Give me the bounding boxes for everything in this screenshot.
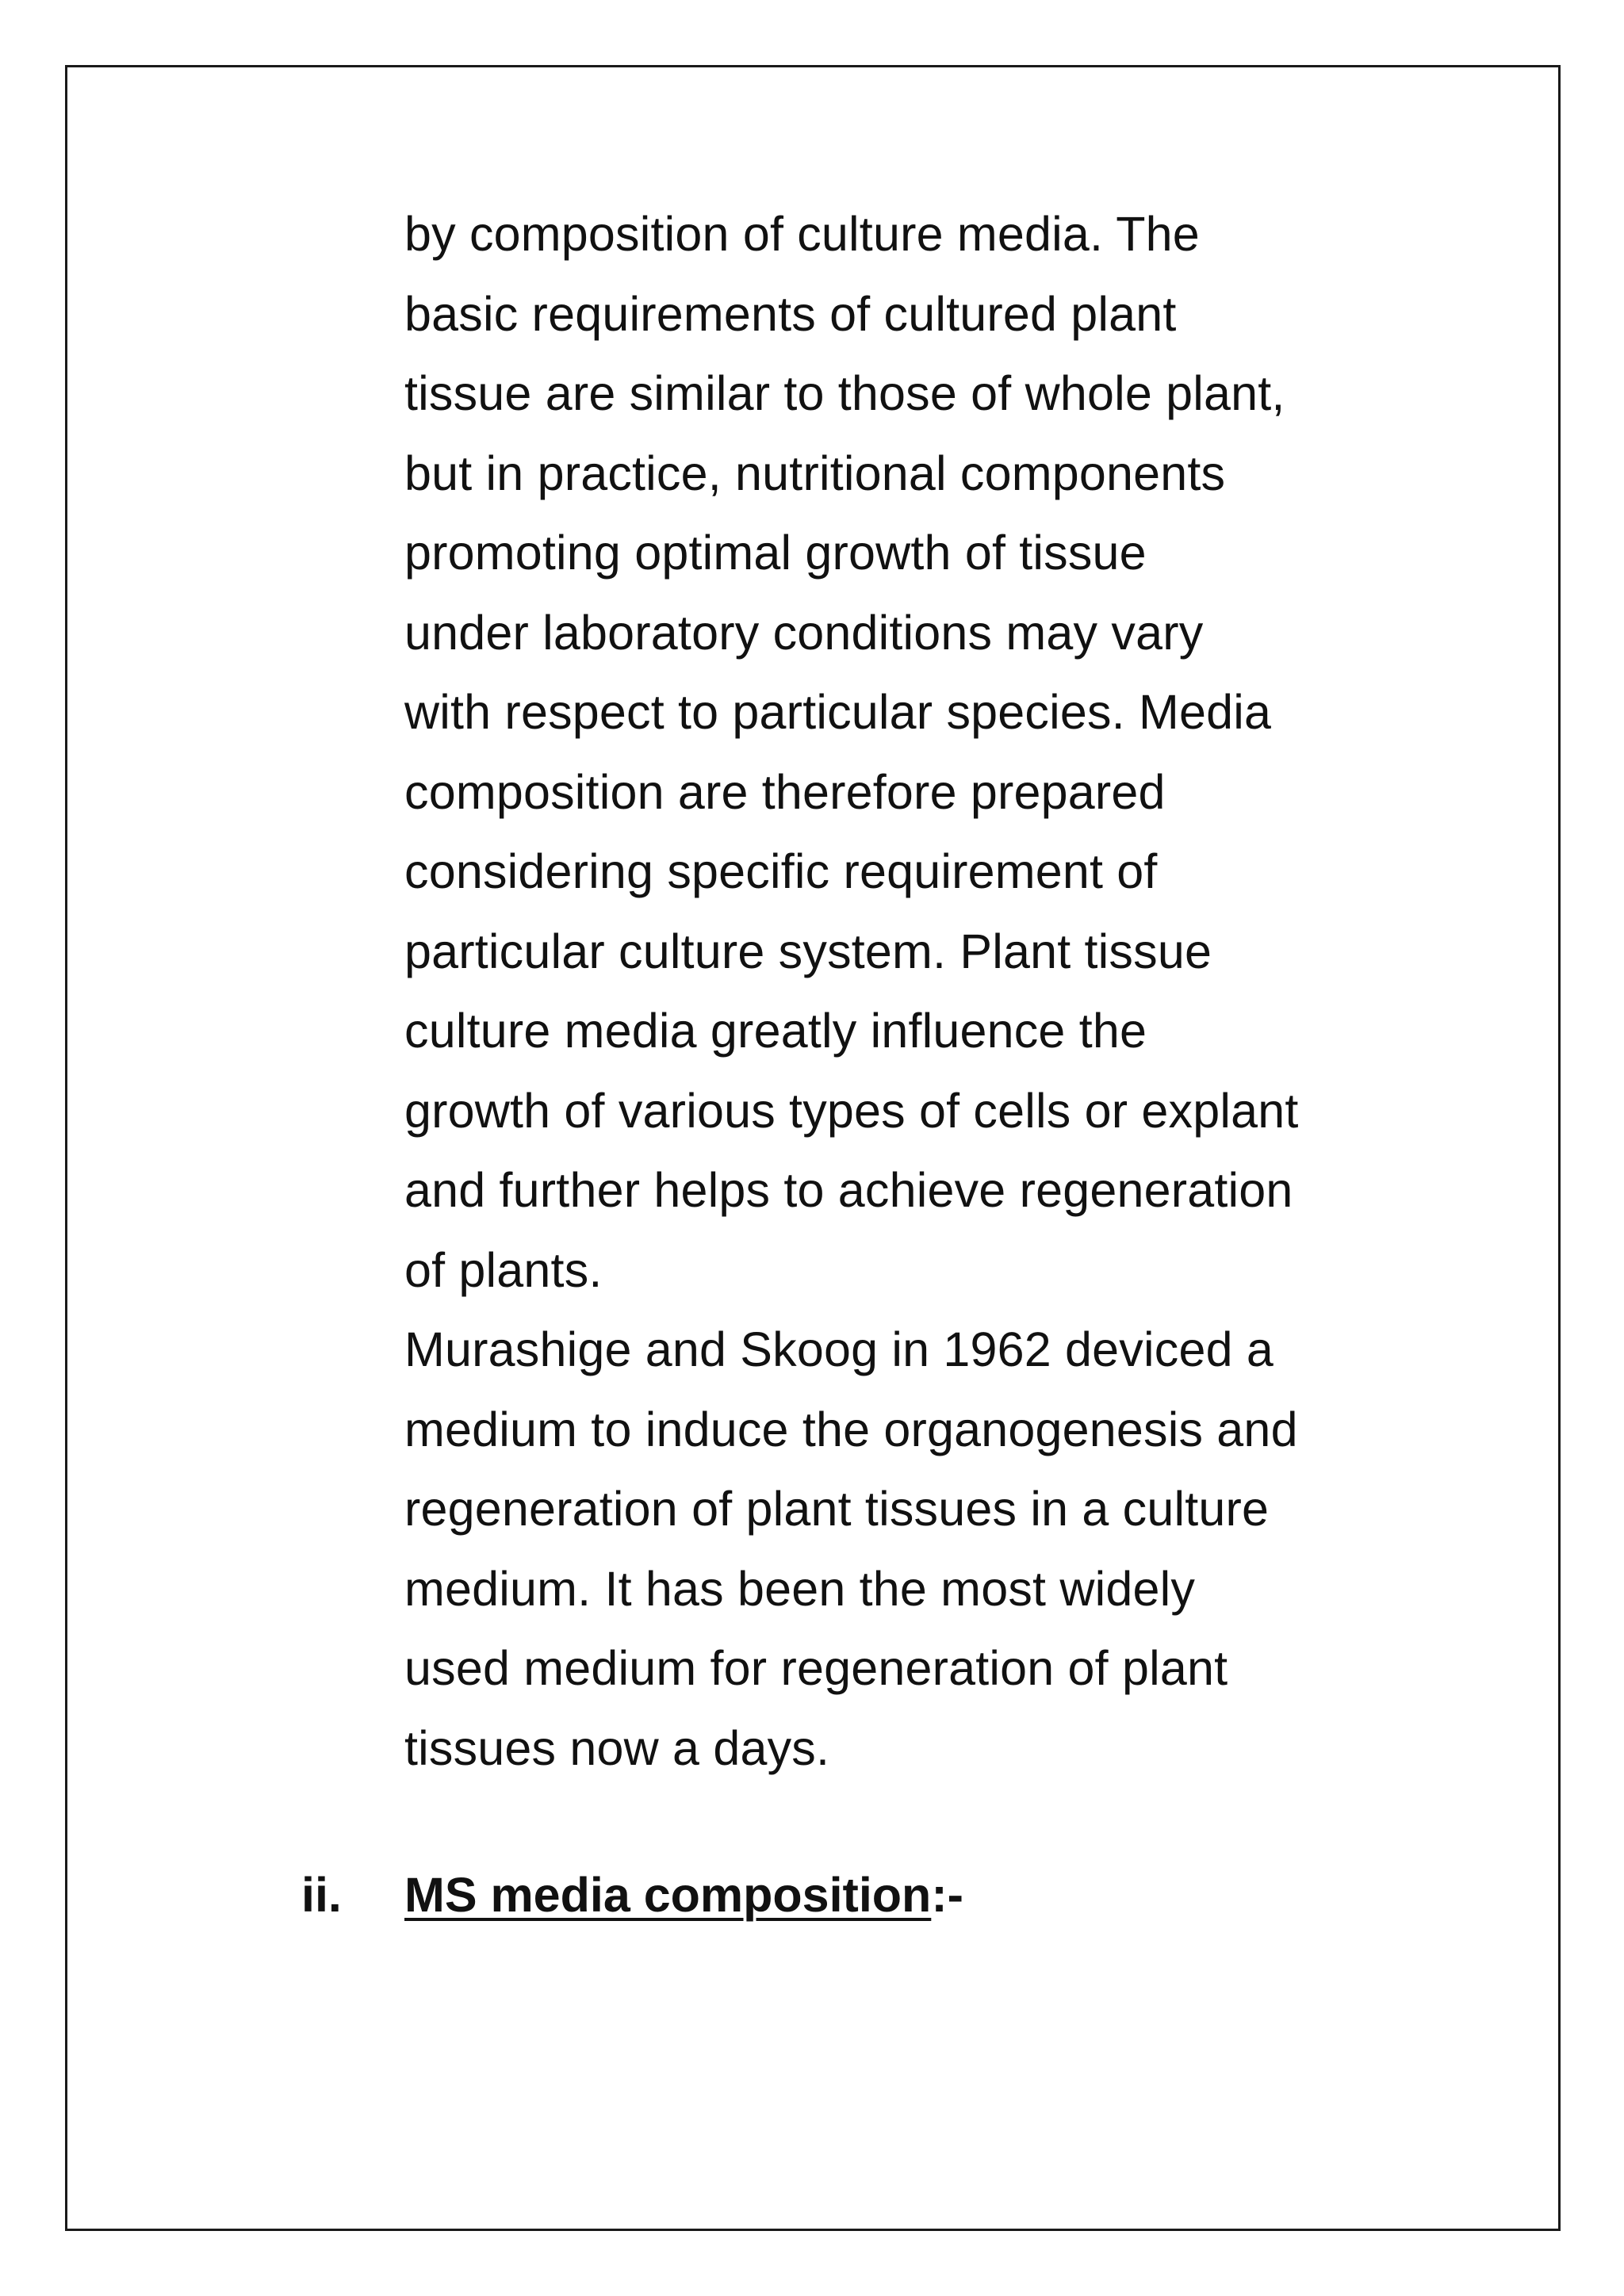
body-text bbox=[404, 194, 1467, 1788]
section-heading bbox=[301, 1855, 963, 1934]
text-line: particular culture system. Plant tissue bbox=[404, 924, 1212, 978]
text-line: medium. It has been the most widely bbox=[404, 1561, 1196, 1616]
text-line: by composition of culture media. The bbox=[404, 207, 1200, 261]
text-line: tissues now a days. bbox=[404, 1720, 830, 1775]
section-title-suffix: :- bbox=[931, 1868, 963, 1922]
text-line: and further helps to achieve regeneration bbox=[404, 1163, 1293, 1217]
text-line: of plants. bbox=[404, 1242, 603, 1297]
section-title: MS media composition bbox=[404, 1868, 932, 1922]
text-line: composition are therefore prepared bbox=[404, 764, 1166, 819]
text-line: regeneration of plant tissues in a culture bbox=[404, 1482, 1270, 1536]
text-line: tissue are similar to those of whole plant, bbox=[404, 366, 1285, 420]
text-line: promoting optimal growth of tissue bbox=[404, 526, 1147, 580]
text-line: with respect to particular species. Media bbox=[404, 685, 1272, 739]
text-line: considering specific requirement of bbox=[404, 844, 1158, 898]
text-line: used medium for regeneration of plant bbox=[404, 1641, 1228, 1695]
text-line: under laboratory conditions may vary bbox=[404, 605, 1204, 660]
text-line: culture media greatly influence the bbox=[404, 1004, 1147, 1058]
text-line: but in practice, nutritional components bbox=[404, 446, 1226, 500]
text-line: basic requirements of cultured plant bbox=[404, 286, 1177, 341]
text-line: medium to induce the organogenesis and bbox=[404, 1402, 1298, 1456]
text-line: growth of various types of cells or explant bbox=[404, 1083, 1299, 1138]
section-numeral: ii. bbox=[301, 1868, 342, 1922]
text-line: Murashige and Skoog in 1962 deviced a bbox=[404, 1322, 1274, 1376]
